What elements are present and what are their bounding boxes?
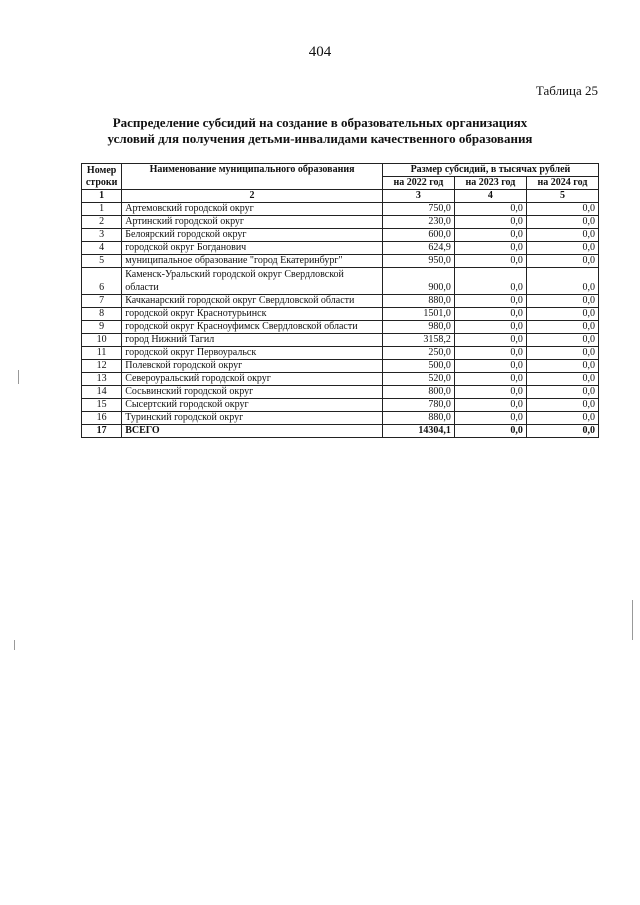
subsidy-2022: 3158,2 (382, 334, 454, 347)
subsidy-2023: 0,0 (454, 347, 526, 360)
row-number: 15 (82, 399, 122, 412)
row-number: 2 (82, 216, 122, 229)
title-line-2: условий для получения детьми-инвалидами качественного образования (107, 131, 533, 146)
table-row (82, 308, 599, 321)
table-row (82, 203, 599, 216)
subsidies-table (81, 163, 599, 438)
table-row (82, 255, 599, 268)
subsidy-2022: 500,0 (382, 360, 454, 373)
subsidy-2022: 750,0 (382, 203, 454, 216)
total-2024: 0,0 (526, 425, 598, 438)
table-row (82, 242, 599, 255)
table-row (82, 399, 599, 412)
subsidy-2022: 780,0 (382, 399, 454, 412)
table-row (82, 295, 599, 308)
column-index: 1 (82, 190, 122, 203)
total-2022: 14304,1 (382, 425, 454, 438)
municipality-name: Туринский городской округ (122, 412, 383, 425)
column-index: 4 (454, 190, 526, 203)
row-number: 6 (82, 268, 122, 295)
subsidy-2024: 0,0 (526, 347, 598, 360)
subsidy-2023: 0,0 (454, 216, 526, 229)
subsidy-2022: 250,0 (382, 347, 454, 360)
subsidy-2023: 0,0 (454, 373, 526, 386)
subsidy-2023: 0,0 (454, 268, 526, 295)
subsidy-2024: 0,0 (526, 242, 598, 255)
row-number: 11 (82, 347, 122, 360)
municipality-name: Качканарский городской округ Свердловской области (122, 295, 383, 308)
municipality-name: Сысертский городской округ (122, 399, 383, 412)
table-row (82, 386, 599, 399)
subsidy-2023: 0,0 (454, 255, 526, 268)
table-row (82, 347, 599, 360)
row-number: 10 (82, 334, 122, 347)
subsidy-2022: 600,0 (382, 229, 454, 242)
subsidy-2024: 0,0 (526, 203, 598, 216)
subsidy-2023: 0,0 (454, 399, 526, 412)
header-year-2022: на 2022 год (382, 177, 454, 190)
municipality-name: Белоярский городской округ (122, 229, 383, 242)
subsidy-2024: 0,0 (526, 216, 598, 229)
table-row (82, 229, 599, 242)
subsidy-2023: 0,0 (454, 321, 526, 334)
row-number: 7 (82, 295, 122, 308)
municipality-name: городской округ Красноуфимск Свердловской области (122, 321, 383, 334)
table-body (82, 203, 599, 438)
subsidy-2022: 624,9 (382, 242, 454, 255)
column-index: 3 (382, 190, 454, 203)
table-row (82, 412, 599, 425)
document-title (60, 115, 580, 147)
row-number: 3 (82, 229, 122, 242)
municipality-name: муниципальное образование "город Екатеринбург" (122, 255, 383, 268)
subsidy-2023: 0,0 (454, 203, 526, 216)
header-subsidy-size: Размер субсидий, в тысячах рублей (382, 164, 598, 177)
page-number: 404 (308, 44, 332, 60)
subsidy-2023: 0,0 (454, 386, 526, 399)
row-number: 14 (82, 386, 122, 399)
municipality-name: город Нижний Тагил (122, 334, 383, 347)
scan-artifact (14, 640, 15, 650)
subsidy-2022: 230,0 (382, 216, 454, 229)
scan-artifact (18, 370, 19, 384)
row-number: 5 (82, 255, 122, 268)
municipality-name: Артемовский городской округ (122, 203, 383, 216)
subsidy-2024: 0,0 (526, 268, 598, 295)
total-label: ВСЕГО (122, 425, 383, 438)
scan-artifact (632, 600, 633, 640)
subsidy-2023: 0,0 (454, 334, 526, 347)
header-municipality-name: Наименование муниципального образования (122, 164, 383, 190)
subsidy-2022: 950,0 (382, 255, 454, 268)
subsidy-2023: 0,0 (454, 242, 526, 255)
total-row-number: 17 (82, 425, 122, 438)
subsidy-2022: 520,0 (382, 373, 454, 386)
subsidy-2022: 900,0 (382, 268, 454, 295)
municipality-name: городской округ Краснотурьинск (122, 308, 383, 321)
table-row (82, 321, 599, 334)
table-row (82, 334, 599, 347)
row-number: 4 (82, 242, 122, 255)
subsidy-2023: 0,0 (454, 360, 526, 373)
municipality-name: Артинский городской округ (122, 216, 383, 229)
row-number: 12 (82, 360, 122, 373)
subsidy-2022: 980,0 (382, 321, 454, 334)
header-number-line-2: строки (85, 176, 118, 188)
subsidy-2024: 0,0 (526, 321, 598, 334)
municipality-name: Каменск-Уральский городской округ Свердловской области (122, 268, 383, 295)
subsidy-2023: 0,0 (454, 412, 526, 425)
municipality-name: Сосьвинский городской округ (122, 386, 383, 399)
header-year-2024: на 2024 год (526, 177, 598, 190)
total-row (82, 425, 599, 438)
subsidy-2024: 0,0 (526, 399, 598, 412)
subsidy-2024: 0,0 (526, 360, 598, 373)
subsidy-2024: 0,0 (526, 373, 598, 386)
total-2023: 0,0 (454, 425, 526, 438)
municipality-name: городской округ Богданович (122, 242, 383, 255)
table-row (82, 268, 599, 295)
subsidy-2022: 880,0 (382, 295, 454, 308)
row-number: 16 (82, 412, 122, 425)
row-number: 9 (82, 321, 122, 334)
row-number: 1 (82, 203, 122, 216)
subsidy-2023: 0,0 (454, 308, 526, 321)
subsidy-2023: 0,0 (454, 295, 526, 308)
header-number-line-1: Номер (86, 164, 117, 176)
table-label: Таблица 25 (535, 83, 598, 98)
row-number: 8 (82, 308, 122, 321)
table-row (82, 373, 599, 386)
subsidy-2024: 0,0 (526, 334, 598, 347)
subsidy-2024: 0,0 (526, 295, 598, 308)
subsidy-2024: 0,0 (526, 308, 598, 321)
subsidy-2024: 0,0 (526, 255, 598, 268)
municipality-name: Полевской городской округ (122, 360, 383, 373)
subsidy-2024: 0,0 (526, 229, 598, 242)
subsidy-2022: 880,0 (382, 412, 454, 425)
table-row (82, 360, 599, 373)
title-line-1: Распределение субсидий на создание в образовательных организациях (112, 115, 528, 130)
subsidy-2023: 0,0 (454, 229, 526, 242)
subsidy-2024: 0,0 (526, 386, 598, 399)
subsidy-2022: 1501,0 (382, 308, 454, 321)
subsidy-2022: 800,0 (382, 386, 454, 399)
header-year-2023: на 2023 год (454, 177, 526, 190)
column-index: 5 (526, 190, 598, 203)
header-row-number (82, 164, 122, 190)
table-row (82, 216, 599, 229)
municipality-name: Североуральский городской округ (122, 373, 383, 386)
row-number: 13 (82, 373, 122, 386)
subsidy-2024: 0,0 (526, 412, 598, 425)
municipality-name: городской округ Первоуральск (122, 347, 383, 360)
column-index: 2 (122, 190, 383, 203)
